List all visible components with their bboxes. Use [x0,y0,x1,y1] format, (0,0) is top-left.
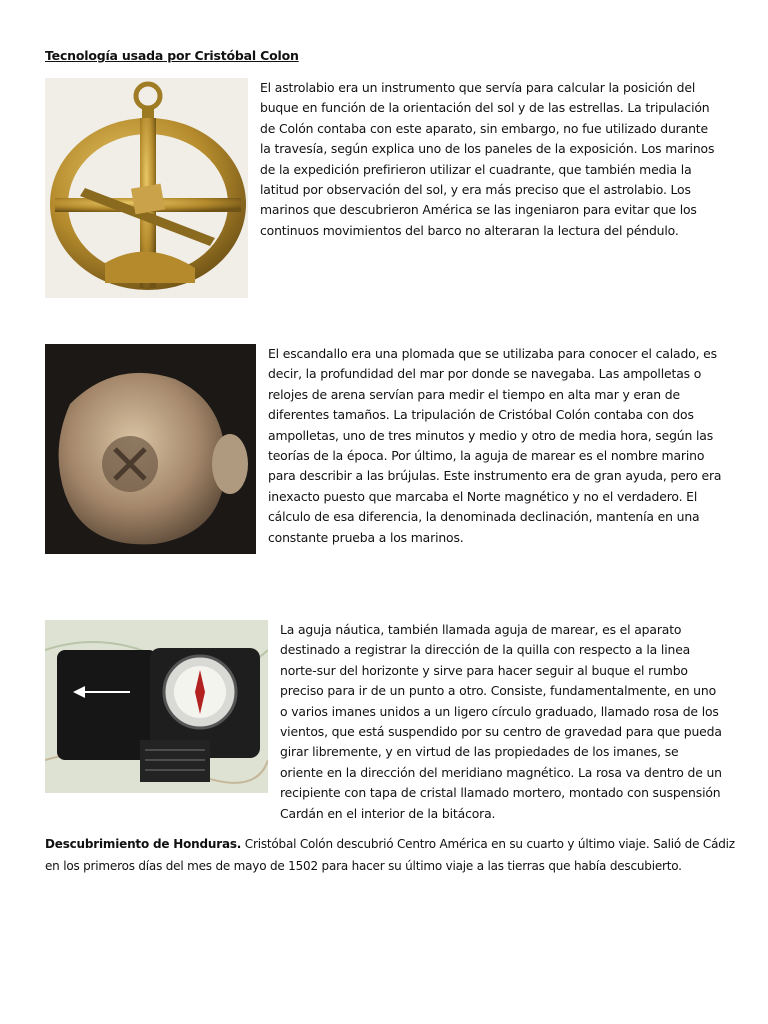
compass-paragraph: La aguja náutica, también llamada aguja de marear, es el aparato destinado a registrar la dirección de la quilla con respecto a la linea norte-sur del horizonte y sirve para hacer seguir al buque el rumbo preciso para ir de un punto a otro. Consiste, fundamentalmente, en uno o varios imanes unidos a un ligero círculo graduado, llamado rosa de los vientos, que está suspendido por su centro de gravedad para que pueda girar libremente, y en virtud de las propiedades de los imanes, se oriente en la dirección del meridiano magnético. La rosa va dentro de un recipiente con tapa de cristal llamado mortero, montado con suspensión Cardán en el interior de la bitácora. [280,622,722,821]
sounding-lead-image [45,344,256,554]
honduras-text: Cristóbal Colón descubrió Centro América en su cuarto y último viaje. Salió de Cádiz en los primeros días del mes de mayo de 1502 para hacer su último viaje a las tierras que había descubierto. [45,837,735,873]
compass-image [45,620,268,793]
honduras-paragraph [45,833,735,877]
astrolabe-image [45,78,248,298]
sounding-lead-paragraph: El escandallo era una plomada que se utilizaba para conocer el calado, es decir, la profundidad del mar por donde se navegaba. Las ampolletas o relojes de arena servían para medir el tiempo en alta mar y eran de diferentes tamaños. La tripulación de Cristóbal Colón contaba con dos ampolletas, uno de tres minutos y medio y otro de media hora, según las teorías de la época. Por último, la aguja de marear es el nombre marino para describir a las brújulas. Este instrumento era de gran ayuda, pero era inexacto puesto que marcaba el Norte magnético y no el verdadero. El cálculo de esa diferencia, la denominada declinación, mantenía en una constante prueba a los marinos. [268,346,722,545]
astrolabe-paragraph: El astrolabio era un instrumento que servía para calcular la posición del buque en función de la orientación del sol y de las estrellas. La tripulación de Colón contaba con este aparato, sin embargo, no fue utilizado durante la travesía, según explica uno de los paneles de la exposición. Los marinos de la expedición prefirieron utilizar el cuadrante, que también media la latitud por observación del sol, y era más preciso que el astrolabio. Los marinos que descubrieron América se las ingeniaron para evitar que los continuos movimientos del barco no alteraran la lectura del péndulo. [260,80,715,238]
honduras-heading: Descubrimiento de Honduras. [45,837,242,851]
page-title: Tecnología usada por Cristóbal Colon [45,48,299,63]
